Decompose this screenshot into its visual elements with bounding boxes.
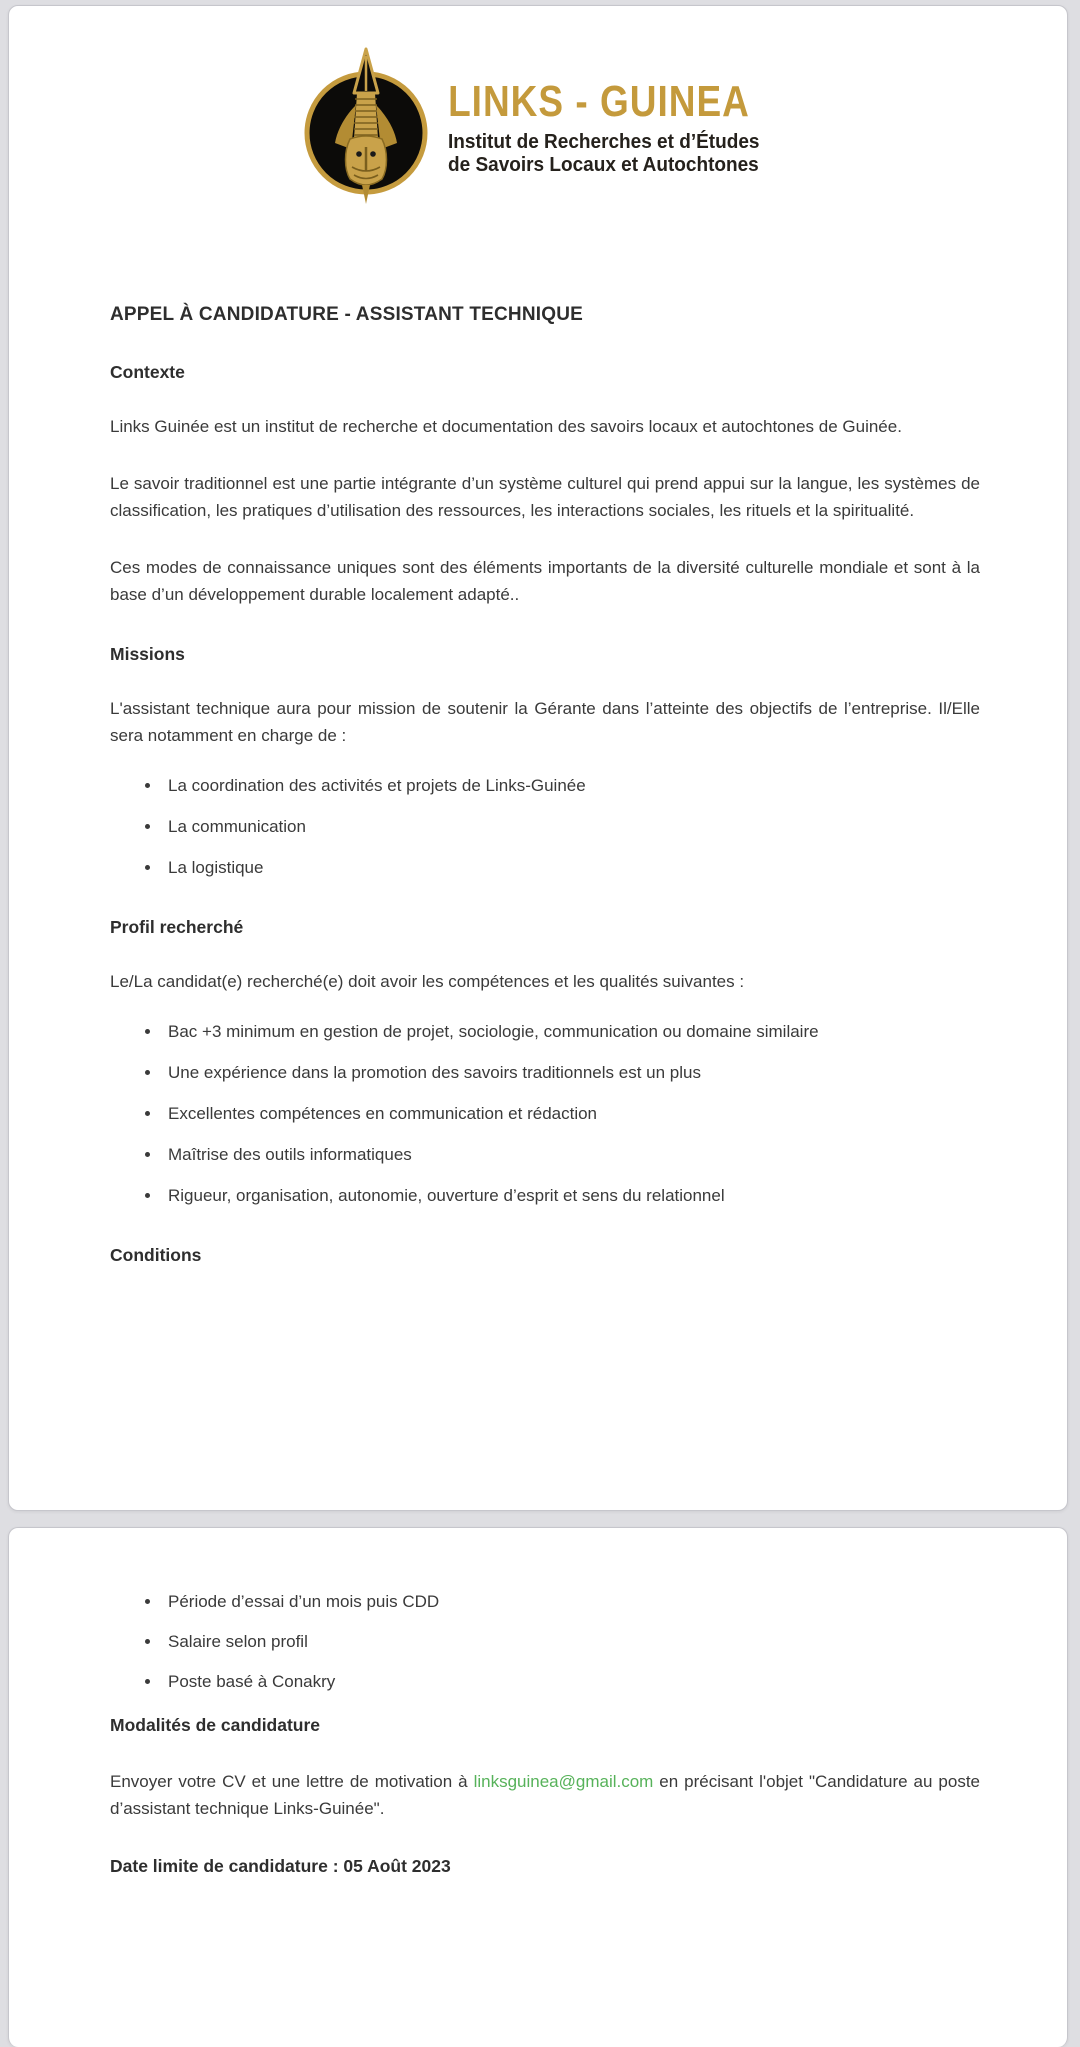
- modalites-paragraph: [110, 1768, 980, 1822]
- african-mask-icon: [300, 47, 432, 205]
- missions-list: [110, 773, 980, 881]
- logo-text: [448, 77, 776, 176]
- list-item: • Période d’essai d’un mois puis CDD: [162, 1589, 980, 1615]
- modalites-text-before: Envoyer votre CV et une lettre de motivation à: [110, 1772, 474, 1791]
- contexte-paragraph-3: Ces modes de connaissance uniques sont des éléments importants de la diversité culturelle mondiale et sont à la base d’un développement durable localement adapté..: [110, 558, 980, 604]
- profil-intro: Le/La candidat(e) recherché(e) doit avoir les compétences et les qualités suivantes :: [110, 972, 745, 991]
- section-heading-profil: Profil recherché: [110, 917, 244, 937]
- document-page-2: [8, 1527, 1068, 2047]
- list-item: • Rigueur, organisation, autonomie, ouverture d’esprit et sens du relationnel: [162, 1183, 980, 1209]
- list-item: • Excellentes compétences en communication et rédaction: [162, 1101, 980, 1127]
- contexte-paragraph-2: Le savoir traditionnel est une partie intégrante d’un système culturel qui prend appui sur la langue, les systèmes de classification, les pratiques d’utilisation des ressources, les interactions sociales, les rituels et la spiritualité.: [110, 474, 980, 520]
- logo-title: LINKS - GUINEA: [448, 77, 750, 127]
- document-title: APPEL À CANDIDATURE - ASSISTANT TECHNIQUE: [110, 304, 584, 325]
- list-item: • La communication: [162, 814, 980, 840]
- modalites-text-after: en précisant l'objet "Candidature au poste d’assistant technique Links-Guinée".: [110, 1772, 981, 1818]
- section-heading-conditions: Conditions: [110, 1245, 202, 1265]
- profil-list: [110, 1019, 980, 1209]
- logo-subtitle-line2: de Savoirs Locaux et Autochtones: [448, 154, 759, 176]
- list-item: • La logistique: [162, 855, 980, 881]
- missions-intro: L'assistant technique aura pour mission de soutenir la Gérante dans l’atteinte des objectifs de l’entreprise. Il/Elle sera notamment en charge de :: [110, 699, 980, 745]
- list-item: • Salaire selon profil: [162, 1629, 980, 1655]
- list-item: • Bac +3 minimum en gestion de projet, sociologie, communication ou domaine similaire: [162, 1019, 980, 1045]
- organization-logo: [9, 6, 1067, 204]
- section-heading-contexte: Contexte: [110, 362, 185, 382]
- contexte-paragraph-1: Links Guinée est un institut de recherche et documentation des savoirs locaux et autochtones de Guinée.: [110, 417, 902, 436]
- conditions-list: [110, 1589, 980, 1695]
- list-item: • La coordination des activités et projets de Links-Guinée: [162, 773, 980, 799]
- email-link[interactable]: linksguinea@gmail.com: [473, 1772, 654, 1791]
- section-heading-missions: Missions: [110, 644, 185, 664]
- list-item: • Poste basé à Conakry: [162, 1669, 980, 1695]
- list-item: • Maîtrise des outils informatiques: [162, 1142, 980, 1168]
- document-page-1: [8, 5, 1068, 1511]
- section-heading-modalites: Modalités de candidature: [110, 1715, 321, 1735]
- logo-subtitle-line1: Institut de Recherches et d’Études: [448, 131, 760, 154]
- application-deadline: Date limite de candidature : 05 Août 2023: [110, 1856, 451, 1876]
- list-item: • Une expérience dans la promotion des savoirs traditionnels est un plus: [162, 1060, 980, 1086]
